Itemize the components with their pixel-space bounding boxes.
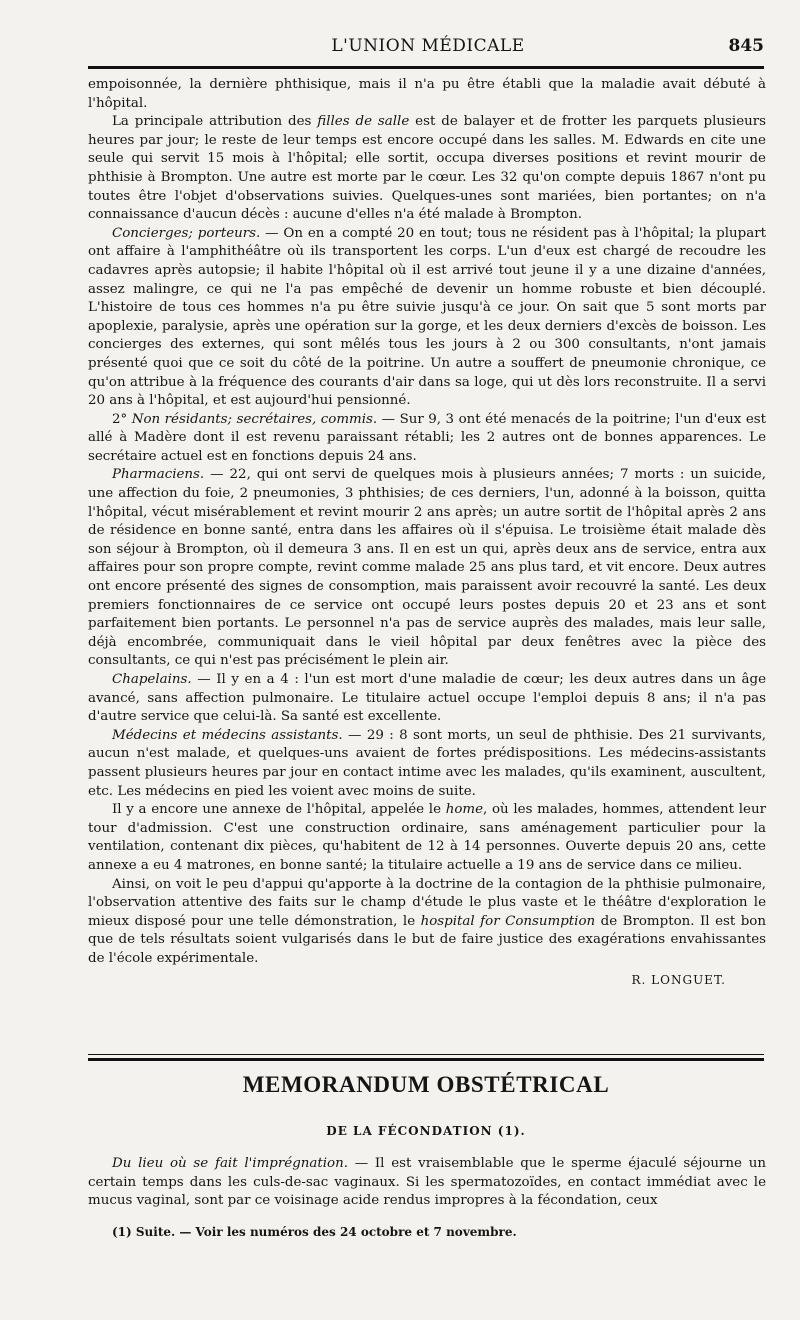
section-lead: Chapelains. (112, 672, 192, 687)
italic-term: filles de salle (317, 114, 410, 130)
section-rule-thin (88, 1054, 764, 1055)
paragraph (88, 727, 766, 801)
paragraph (88, 876, 766, 969)
paragraph-text: de Brompton. Il est bon que de tels résultats soient vulgarisés dans le but de faire justice des exagérations envahissantes de l'école expérimentale. (88, 913, 766, 966)
footnote: (1) Suite. — Voir les numéros des 24 octobre et 7 novembre. (112, 1225, 517, 1239)
section-lead: Médecins et médecins assistants. (112, 727, 343, 743)
header-rule (88, 66, 764, 69)
paragraph-text: , où les malades, hommes, attendent leur tour d'admission. C'est une construction ordinaire, sans aménagement particulier pour la ventilation, contenant dix pièces, qu'habitent de 12 à 14 personnes. Ouverte depuis 20 ans, cette annexe a eu 4 matrones, en bonne santé; la titulaire actuelle a 19 ans de service dans ce milieu. (88, 802, 766, 873)
section-lead: Pharmaciens. (112, 467, 205, 483)
paragraph-text: — Sur 9, 3 ont été menacés de la poitrine; l'un d'eux est allé à Madère dont il est revenu paraissant rétabli; les 2 autres ont de bonnes apparences. Le secrétaire actuel est en fonctions depuis 24 ans. (88, 411, 766, 464)
paragraph-text: — Il est vraisemblable que le sperme éjaculé séjourne un certain temps dans les culs-de-sac vaginaux. Si les spermatozoïdes, en contact immédiat avec le mucus vaginal, sont par ce voisinage acide rendus impropres à la fécondation, ceux (88, 1156, 766, 1209)
paragraph (88, 671, 766, 727)
page-number: 845 (728, 36, 764, 56)
journal-title: L'UNION MÉDICALE (331, 36, 525, 56)
page-header (88, 36, 768, 62)
paragraph-text: Il y a encore une annexe de l'hôpital, appelée le (112, 802, 446, 818)
paragraph (88, 76, 766, 113)
paragraph-text: est de balayer et de frotter les parquets plusieurs heures par jour; le reste de leur temps est encore occupé dans les salles. M. Edwards en cite une seule qui servit 15 mois à l'hôpital; elle sortit, occupa diverses positions et revint mourir de phthisie à Brompton. Une autre est morte par le cœur. Les 32 qu'on compte depuis 1867 n'ont pu toutes être l'objet d'observations suivies. Quelques-unes sont mariées, bien portantes; on n'a connaissance d'aucun décès : aucune d'elles n'a été malade à Brompton. (88, 114, 767, 223)
paragraph-text: Ainsi, on voit le peu d'appui qu'apporte à la doctrine de la contagion de la phthisie pulmonaire, l'observation attentive des faits sur le champ d'étude le plus vaste et le théâtre d'exploration le mieux disposé pour une telle démonstration, le (88, 876, 766, 929)
paragraph (88, 225, 766, 411)
paragraph (88, 801, 766, 875)
italic-term: home (445, 802, 484, 818)
section-heading: MEMORANDUM OBSTÉTRICAL (242, 1072, 610, 1097)
paragraph-text: — 29 : 8 sont morts, un seul de phthisie. Des 21 survivants, aucun n'est malade, et quelques-uns avaient de fortes prédispositions. Les médecins-assistants passent plusieurs heures par jour en contact intime avec les malades, qu'ils examinent, auscultent, etc. Les médecins en pied les voient avec moins de suite. (88, 727, 767, 799)
italic-term: hospital for Consumption (420, 913, 596, 929)
section-lead: Du lieu où se fait l'imprégnation. (112, 1156, 348, 1171)
memo-body (88, 1155, 766, 1211)
paragraph (88, 113, 766, 225)
section-lead: Non résidants; secrétaires, commis. (131, 411, 378, 427)
paragraph (88, 1155, 766, 1211)
section-lead: Concierges; porteurs. (112, 225, 261, 241)
author-signature: R. LONGUET. (631, 972, 726, 987)
paragraph-text: — Il y en a 4 : l'un est mort d'une maladie de cœur; les deux autres dans un âge avancé, sans affection pulmonaire. Le titulaire actuel occupe l'emploi depuis 8 ans; il n'a pas d'autre service que celui-là. Sa santé est excellente. (88, 672, 766, 725)
paragraph-text: La principale attribution des (112, 114, 318, 130)
article-body (88, 76, 766, 989)
paragraph-text: — On en a compté 20 en tout; tous ne résident pas à l'hôpital; la plupart ont affaire à l'amphithéâtre où ils transportent les corps. L'un d'eux est chargé de recoudre les cadavres après autopsie; il habite l'hôpital où il est arrivé tout jeune il y a une dizaine d'années, assez malingre, ce qui ne l'a pas empêché de devenir un homme robuste et bien découplé. L'histoire de tous ces hommes n'a pu être suivie jusqu'à ce jour. On sait que 5 sont morts par apoplexie, paralysie, après une opération sur la gorge, et les deux derniers d'excès de boisson. Les concierges des externes, qui sont mêlés tous les jours à 2 ou 300 consultants, n'ont jamais présenté quoi que ce soit du côté de la poitrine. Un autre a souffert de pneumonie chronique, ce qu'on attribue à la fréquence des courants d'air dans sa loge, qui ut dès lors reconstruite. Il a servi 20 ans à l'hôpital, et est aujourd'hui pensionné. (88, 225, 766, 409)
section-rule-thick (88, 1058, 764, 1061)
paragraph (88, 466, 766, 671)
paragraph-text: empoisonnée, la dernière phthisique, mais il n'a pu être établi que la maladie avait débuté à l'hôpital. (88, 77, 766, 111)
paragraph (88, 411, 766, 467)
section-subheading: DE LA FÉCONDATION (1). (326, 1124, 526, 1138)
paragraph-text: — 22, qui ont servi de quelques mois à plusieurs années; 7 morts : un suicide, une affection du foie, 2 pneumonies, 3 phthisies; de ces derniers, l'un, adonné à la boisson, quitta l'hôpital, vécut misérablement et revint mourir 2 ans après; un autre sortit de l'hôpital après 2 ans de résidence en bonne santé, entra dans les affaires où il s'épuisa. Le troisième était malade dès son séjour à Brompton, où il demeura 3 ans. Il en est un qui, après deux ans de service, entra aux affaires pour son propre compte, revint comme malade 25 ans plus tard, et vit encore. Deux autres ont encore présenté des signes de consomption, mais paraissent avoir recouvré la santé. Les deux premiers fonctionnaires de ce service ont occupé leurs postes depuis 20 et 23 ans et sont parfaitement bien portants. Le personnel n'a pas de service auprès des malades, mais leur salle, déjà encombrée, communiquait dans le vieil hôpital par deux fenêtres avec la pièce des consultants, ce qui n'est pas précisément le plein air. (88, 467, 766, 669)
paragraph-text: 2° (112, 411, 132, 427)
